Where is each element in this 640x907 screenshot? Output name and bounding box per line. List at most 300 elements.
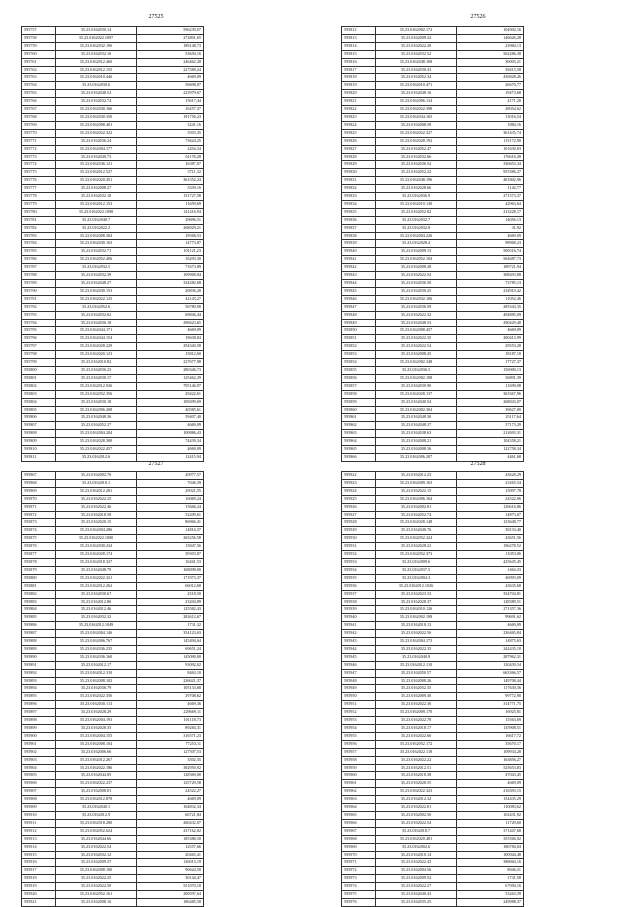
table-row [22, 240, 204, 248]
table-row [22, 709, 204, 717]
cadastral-number-cell: 35.23.0162022.1098 [56, 208, 137, 216]
table-row [22, 756, 204, 764]
cadastral-number-cell: 35.23.0162012.9 [56, 811, 137, 819]
table-row [22, 422, 204, 430]
cadastral-number-cell: 35.23.0162022.43 [376, 859, 457, 867]
amount-cell: 271573,37 [457, 193, 524, 201]
amount-cell: 99691,62 [457, 614, 524, 622]
amount-cell: 110083,62 [457, 804, 524, 812]
table-row [22, 883, 204, 891]
cadastral-number-cell: 35.23.0162018.58 [56, 511, 137, 519]
amount-cell: 115172,90 [457, 137, 524, 145]
row-id-cell: 595787 [22, 264, 56, 272]
row-id-cell: 595836 [342, 216, 376, 224]
row-id-cell: 595820 [342, 90, 376, 98]
page-number-bottom-left: 27527 [148, 461, 164, 467]
row-id-cell: 595912 [22, 827, 56, 835]
row-id-cell: 595783 [22, 232, 56, 240]
table-row [342, 772, 524, 780]
row-id-cell: 595860 [342, 406, 376, 414]
row-id-cell: 595948 [342, 677, 376, 685]
amount-cell: 249988,37 [457, 898, 524, 906]
table-row [342, 248, 524, 256]
amount-cell: 525653,83 [457, 764, 524, 772]
amount-cell: 125582,43 [137, 606, 204, 614]
amount-cell: 20465,41 [137, 851, 204, 859]
amount-cell: 12557,66 [137, 843, 204, 851]
amount-cell: 14873,67 [457, 511, 524, 519]
table-row [22, 82, 204, 90]
cadastral-number-cell: 35.23.0162035.25 [376, 898, 457, 906]
row-id-cell: 595809 [22, 438, 56, 446]
table-row [342, 582, 524, 590]
table-row [22, 113, 204, 121]
cadastral-number-cell: 35.23.0162002.76 [56, 472, 137, 480]
row-id-cell: 595796 [22, 335, 56, 343]
row-id-cell: 595955 [342, 732, 376, 740]
amount-cell: 100944,48 [457, 851, 524, 859]
amount-cell: 308493,88 [457, 272, 524, 280]
cadastral-number-cell: 35.23.0162008.21 [376, 438, 457, 446]
cadastral-number-cell: 35.23.0162002.6 [376, 843, 457, 851]
cadastral-number-cell: 35.23.0162009.52 [376, 875, 457, 883]
cadastral-number-cell: 35.23.0162032.7 [376, 216, 457, 224]
amount-cell: 237162,02 [137, 827, 204, 835]
cadastral-number-cell: 35.23.0162008.16 [56, 898, 137, 906]
cadastral-number-cell: 35.23.0162022.186 [56, 764, 137, 772]
cadastral-number-cell: 35.23.0162009.163 [376, 479, 457, 487]
amount-cell: 436828,26 [457, 74, 524, 82]
table-row [22, 701, 204, 709]
amount-cell: 280346,73 [137, 366, 204, 374]
cadastral-number-cell: 35.23.0162022.36 [376, 701, 457, 709]
table-row [22, 677, 204, 685]
row-id-cell: 595906 [22, 780, 56, 788]
table-row [22, 764, 204, 772]
cadastral-number-cell: 35.23.0162012.310 [56, 669, 137, 677]
table-row [342, 709, 524, 717]
cadastral-number-cell: 35.23.0162052.224 [376, 535, 457, 543]
amount-cell: 227589,24 [137, 66, 204, 74]
cadastral-number-cell: 35.23.0162012.460 [56, 58, 137, 66]
table-row [22, 200, 204, 208]
row-id-cell: 595847 [342, 303, 376, 311]
amount-cell: 77253,11 [137, 740, 204, 748]
row-id-cell: 595766 [22, 98, 56, 106]
cadastral-number-cell: 35.23.0162022.398 [376, 106, 457, 114]
amount-cell: 14816,37 [137, 527, 204, 535]
table-row [342, 295, 524, 303]
cadastral-number-cell: 35.23.0162004.56 [376, 867, 457, 875]
cadastral-number-cell: 35.23.0162012.281 [56, 487, 137, 495]
cadastral-number-cell: 35.23.0162028.174 [56, 551, 137, 559]
amount-cell: 3339,16 [137, 185, 204, 193]
amount-cell: 11052,46 [457, 295, 524, 303]
row-id-cell: 595781 [22, 216, 56, 224]
row-id-cell: 595764 [22, 82, 56, 90]
amount-cell: 361352,24 [137, 177, 204, 185]
amount-cell: 23265,54 [457, 479, 524, 487]
cadastral-number-cell: 35.23.0162012.17 [56, 661, 137, 669]
table-row [342, 669, 524, 677]
amount-cell: 30133,40 [457, 527, 524, 535]
amount-cell: 39627,00 [457, 406, 524, 414]
row-id-cell: 595956 [342, 740, 376, 748]
row-id-cell: 595767 [22, 106, 56, 114]
amount-cell: 290429,40 [457, 319, 524, 327]
table-row [342, 224, 524, 232]
table-row [342, 551, 524, 559]
cadastral-number-cell: 35.23.0162048.27 [56, 280, 137, 288]
table-row [22, 851, 204, 859]
cadastral-number-cell: 35.23.0162006.208 [56, 406, 137, 414]
table-row [342, 374, 524, 382]
cadastral-number-cell: 35.23.0162002.198 [376, 614, 457, 622]
amount-cell: 29708,62 [137, 693, 204, 701]
table-row [342, 98, 524, 106]
row-id-cell: 595874 [22, 527, 56, 535]
row-id-cell: 595940 [342, 614, 376, 622]
row-id-cell: 595885 [22, 614, 56, 622]
cadastral-number-cell: 35.23.0162030.67 [56, 590, 137, 598]
cadastral-number-cell: 35.23.0162008.102 [56, 677, 137, 685]
cadastral-number-cell: 35.23.0162032.66 [376, 153, 457, 161]
table-row [22, 503, 204, 511]
table-row [22, 843, 204, 851]
cadastral-number-cell: 35.23.0162002.81 [376, 503, 457, 511]
table-row [22, 161, 204, 169]
table-row [22, 446, 204, 454]
table-row [342, 216, 524, 224]
amount-cell: 562286,30 [457, 50, 524, 58]
row-id-cell: 595908 [22, 796, 56, 804]
cadastral-number-cell: 35.23.0162012.46 [56, 606, 137, 614]
amount-cell: 164832,34 [137, 804, 204, 812]
cadastral-number-cell: 35.23.0162036.50 [376, 280, 457, 288]
row-id-cell: 595875 [22, 535, 56, 543]
cadastral-number-cell: 35.23.0162008.104 [56, 740, 137, 748]
table-row [22, 535, 204, 543]
amount-cell: 73624,25 [137, 137, 204, 145]
cadastral-number-cell: 35.23.0162044.66 [56, 835, 137, 843]
amount-cell: 52209,61 [137, 511, 204, 519]
row-id-cell: 595928 [342, 519, 376, 527]
amount-cell: 16293,30 [137, 256, 204, 264]
row-id-cell: 595821 [342, 98, 376, 106]
row-id-cell: 595880 [22, 574, 56, 582]
cadastral-number-cell: 35.23.0162022.35 [376, 335, 457, 343]
amount-cell: 282612,67 [137, 614, 204, 622]
row-id-cell: 595878 [22, 558, 56, 566]
amount-cell: 186784,04 [457, 843, 524, 851]
row-id-cell: 595772 [22, 145, 56, 153]
table-row [22, 351, 204, 359]
table-row [22, 685, 204, 693]
cadastral-number-cell: 35.23.0162032.39 [56, 272, 137, 280]
row-id-cell: 595833 [342, 193, 376, 201]
table-row [22, 606, 204, 614]
table-row [342, 264, 524, 272]
cadastral-number-cell: 35.23.0162022.323 [376, 788, 457, 796]
cadastral-number-cell: 35.23.0162028.37 [376, 598, 457, 606]
table-row [22, 661, 204, 669]
amount-cell: 93092,02 [137, 661, 204, 669]
cadastral-number-cell: 35.23.0162008.401 [56, 121, 137, 129]
table-row [22, 382, 204, 390]
cadastral-number-cell: 35.23.0162006.767 [56, 638, 137, 646]
table-row [22, 343, 204, 351]
row-id-cell: 595816 [342, 58, 376, 66]
row-id-cell: 595760 [22, 50, 56, 58]
cadastral-number-cell: 35.23.0162010.1 [56, 479, 137, 487]
amount-cell: 125462,29 [137, 374, 204, 382]
table-row [342, 867, 524, 875]
row-id-cell: 595817 [342, 66, 376, 74]
table-row [22, 495, 204, 503]
amount-cell: 36891,39 [457, 374, 524, 382]
amount-cell: 196278,52 [457, 543, 524, 551]
amount-cell: 371447,68 [457, 827, 524, 835]
row-id-cell: 595920 [22, 891, 56, 899]
amount-cell: 105133,68 [137, 685, 204, 693]
amount-cell: 35670,17 [457, 740, 524, 748]
table-row [22, 327, 204, 335]
amount-cell: 16925,81 [457, 709, 524, 717]
row-id-cell: 595901 [22, 740, 56, 748]
amount-cell: 120439,54 [457, 661, 524, 669]
cadastral-number-cell: 35.23.0162022.50 [56, 883, 137, 891]
amount-cell: 26670,77 [457, 82, 524, 90]
table-row [22, 169, 204, 177]
cadastral-number-cell: 35.23.0162022.22 [376, 756, 457, 764]
row-id-cell: 595952 [342, 709, 376, 717]
cadastral-number-cell: 35.23.0162028.4 [376, 240, 457, 248]
table-row [342, 161, 524, 169]
row-id-cell: 595974 [342, 883, 376, 891]
cadastral-number-cell: 35.23.0162008.304 [56, 232, 137, 240]
amount-cell: 12415,94 [137, 453, 204, 461]
amount-cell: 99772,90 [457, 693, 524, 701]
table-row [342, 311, 524, 319]
table-row [342, 240, 524, 248]
amount-cell: 42143,27 [137, 295, 204, 303]
amount-cell: 30003,21 [457, 58, 524, 66]
table-row [22, 359, 204, 367]
table-row [22, 479, 204, 487]
table-row [342, 327, 524, 335]
table-row [342, 145, 524, 153]
cadastral-number-cell: 35.23.0162048.53 [376, 319, 457, 327]
cadastral-number-cell: 35.23.0162022.356 [56, 693, 137, 701]
row-id-cell: 595927 [342, 511, 376, 519]
amount-cell: 15812,60 [137, 351, 204, 359]
cadastral-number-cell: 35.23.0162028.300 [56, 438, 137, 446]
cadastral-number-cell: 35.23.0162037.5 [376, 566, 457, 574]
amount-cell: 16261,53 [137, 558, 204, 566]
row-id-cell: 595970 [342, 851, 376, 859]
table-row [342, 891, 524, 899]
cadastral-number-cell: 35.23.0162036.59 [376, 303, 457, 311]
table-row [342, 390, 524, 398]
cadastral-number-cell: 35.23.0162048.37 [376, 422, 457, 430]
table-row [22, 406, 204, 414]
table-row [22, 511, 204, 519]
row-id-cell: 595788 [22, 272, 56, 280]
cadastral-number-cell: 35.23.0162028.66 [376, 185, 457, 193]
row-id-cell: 595851 [342, 335, 376, 343]
cadastral-number-cell: 35.23.0162008.36 [376, 446, 457, 454]
table-row [342, 693, 524, 701]
table-row [22, 66, 204, 74]
amount-cell: 53263,39 [457, 891, 524, 899]
amount-cell: 663366,57 [457, 669, 524, 677]
row-id-cell: 595773 [22, 153, 56, 161]
row-id-cell: 595975 [342, 891, 376, 899]
amount-cell: 355566,02 [457, 835, 524, 843]
amount-cell: 4461,68 [457, 453, 524, 461]
row-id-cell: 595943 [342, 638, 376, 646]
table-row [22, 34, 204, 42]
table-row [342, 851, 524, 859]
table-row [342, 827, 524, 835]
cadastral-number-cell: 35.23.0162012.926 [56, 382, 137, 390]
amount-cell: 14875,63 [457, 638, 524, 646]
row-id-cell: 595777 [22, 185, 56, 193]
row-id-cell: 595930 [342, 535, 376, 543]
table-row [342, 422, 524, 430]
amount-cell: 388064,16 [457, 859, 524, 867]
row-id-cell: 595976 [342, 898, 376, 906]
amount-cell: 171973,37 [137, 574, 204, 582]
row-id-cell: 595779 [22, 200, 56, 208]
amount-cell: 23204,89 [137, 598, 204, 606]
row-id-cell: 595889 [22, 645, 56, 653]
table-row [22, 598, 204, 606]
amount-cell: 135908,51 [457, 725, 524, 733]
cadastral-number-cell: 35.23.0162032.52 [376, 50, 457, 58]
cadastral-number-cell: 35.23.0162030.33 [376, 66, 457, 74]
row-id-cell: 595782 [22, 224, 56, 232]
row-id-cell: 595964 [342, 804, 376, 812]
table-row [342, 169, 524, 177]
table-row [342, 653, 524, 661]
amount-cell: 15847,56 [137, 543, 204, 551]
table-row [342, 414, 524, 422]
row-id-cell: 595923 [342, 479, 376, 487]
row-id-cell: 595871 [22, 503, 56, 511]
row-id-cell: 595932 [342, 551, 376, 559]
table-row [22, 472, 204, 480]
amount-cell: 24522,06 [457, 495, 524, 503]
table-row [342, 780, 524, 788]
row-id-cell: 595835 [342, 208, 376, 216]
amount-cell: 14773,87 [137, 240, 204, 248]
amount-cell: 29021,55 [137, 487, 204, 495]
table-row [342, 359, 524, 367]
cadastral-number-cell: 35.23.0162022.1000 [56, 535, 137, 543]
row-id-cell: 595826 [342, 137, 376, 145]
cadastral-number-cell: 35.23.0162030.153 [56, 287, 137, 295]
cadastral-number-cell: 35.23.0162028.192 [376, 137, 457, 145]
row-id-cell: 595910 [22, 811, 56, 819]
cadastral-number-cell: 35.23.0162052.356 [56, 390, 137, 398]
amount-cell: 156900,13 [457, 366, 524, 374]
table-row [342, 256, 524, 264]
row-id-cell: 595832 [342, 185, 376, 193]
cadastral-number-cell: 35.23.0162018.7 [376, 827, 457, 835]
table-row [342, 630, 524, 638]
table-row [22, 614, 204, 622]
row-id-cell: 595883 [22, 598, 56, 606]
cadastral-number-cell: 35.23.0162010.82 [56, 359, 137, 367]
amount-cell: 29422,61 [137, 390, 204, 398]
row-id-cell: 595853 [342, 351, 376, 359]
table-row [22, 582, 204, 590]
cadastral-number-cell: 35.23.0162036.24 [56, 137, 137, 145]
cadastral-number-cell: 35.23.0162002.108 [376, 374, 457, 382]
amount-cell: 29553,28 [457, 343, 524, 351]
cadastral-number-cell: 35.23.0162030.113 [56, 701, 137, 709]
table-row [342, 543, 524, 551]
cadastral-number-cell: 35.23.0162010.130 [376, 200, 457, 208]
table-row [22, 487, 204, 495]
table-row [22, 50, 204, 58]
row-id-cell: 595794 [22, 319, 56, 327]
cadastral-number-cell: 35.23.0162006.66 [56, 748, 137, 756]
amount-cell: 43651,56 [457, 535, 524, 543]
row-id-cell: 595971 [342, 859, 376, 867]
amount-cell: 15563,69 [457, 717, 524, 725]
amount-cell: 146626,28 [457, 34, 524, 42]
row-id-cell: 595915 [22, 851, 56, 859]
row-id-cell: 595894 [22, 685, 56, 693]
cadastral-number-cell: 35.23.0162022.25 [56, 875, 137, 883]
row-id-cell: 595866 [342, 453, 376, 461]
cadastral-number-cell: 35.23.0162006.164 [376, 495, 457, 503]
row-id-cell: 595895 [22, 693, 56, 701]
amount-cell: 500516,74 [457, 248, 524, 256]
row-id-cell: 595900 [22, 732, 56, 740]
cadastral-number-cell: 35.23.0162022.327 [376, 129, 457, 137]
amount-cell: 28054,62 [457, 106, 524, 114]
table-row [22, 374, 204, 382]
cadastral-number-cell: 35.23.0162032.196 [56, 42, 137, 50]
table-row [22, 335, 204, 343]
amount-cell: 294340,58 [137, 343, 204, 351]
amount-cell: 126616,86 [457, 503, 524, 511]
table-row [22, 574, 204, 582]
amount-cell: 3503,35 [137, 129, 204, 137]
row-id-cell: 595959 [342, 764, 376, 772]
table-row [22, 543, 204, 551]
row-id-cell: 595858 [342, 390, 376, 398]
row-id-cell: 595899 [22, 725, 56, 733]
table-row [22, 638, 204, 646]
table-row [342, 335, 524, 343]
cadastral-number-cell: 35.23.0162012.1026 [376, 582, 457, 590]
cadastral-number-cell: 35.23.0162028.148 [376, 519, 457, 527]
cadastral-number-cell: 35.23.0162012.1049 [56, 622, 137, 630]
page-number-top-left: 27525 [148, 14, 164, 20]
cadastral-number-cell: 35.23.0162032.32 [56, 614, 137, 622]
table-row [342, 42, 524, 50]
cadastral-number-cell: 35.23.0162048.196 [376, 177, 457, 185]
amount-cell: 19638,84 [137, 335, 204, 343]
amount-cell: 191756,23 [137, 113, 204, 121]
cadastral-number-cell: 35.23.0162040.7 [56, 216, 137, 224]
amount-cell: 98968,23 [457, 240, 524, 248]
row-id-cell: 595887 [22, 630, 56, 638]
